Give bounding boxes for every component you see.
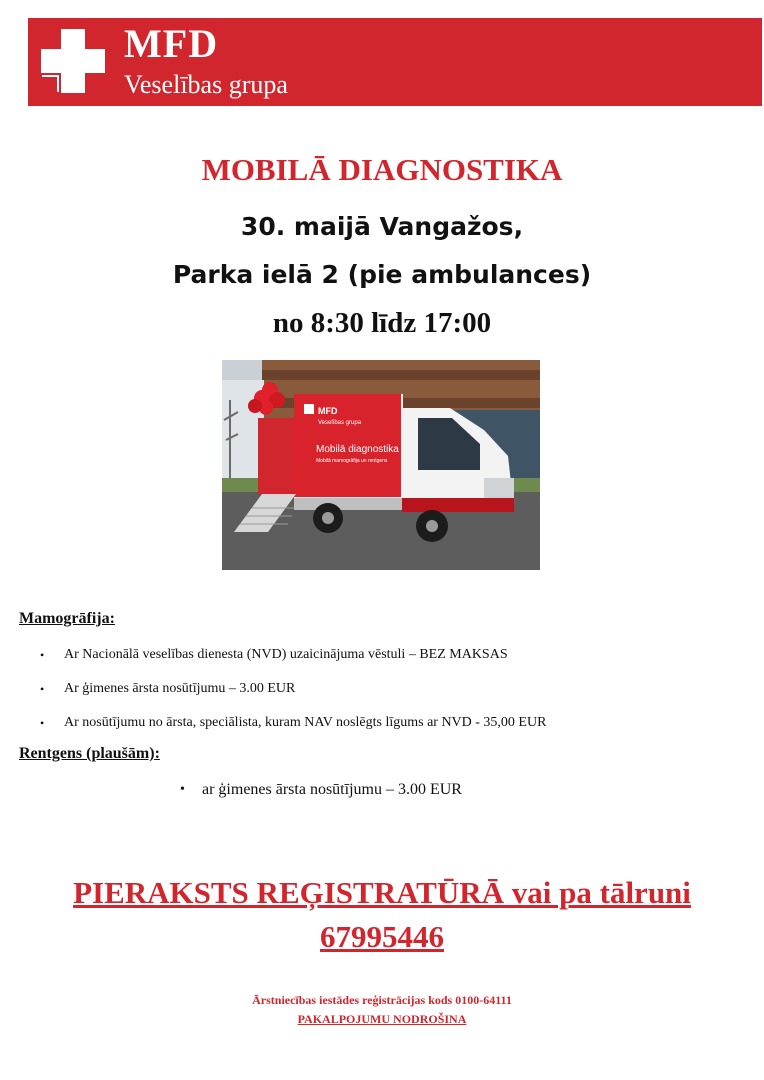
phone-number: 67995446 [320,919,444,954]
header-banner [28,18,762,106]
event-place: Parka ielā 2 (pie ambulances) [172,260,592,289]
list-item [40,714,547,732]
service-provider-label: PAKALPOJUMU NODROŠINA [297,1012,467,1026]
mobile-diagnostics-truck-photo [222,360,540,570]
event-date: 30. maijā Vangažos, [240,212,524,241]
bullet-icon: • [180,782,185,797]
registration-code: Ārstniecības iestādes reģistrācijas kods 0100-64111 [252,993,512,1007]
truck-title-text: Mobilā diagnostika [316,444,399,455]
registration-call-to-action: PIERAKSTS REĢISTRATŪRĀ vai pa tālruni [73,875,691,910]
list-item-text: Ar Nacionālā veselības dienesta (NVD) uzaicinājuma vēstuli – BEZ MAKSAS [64,647,508,662]
list-item-text: Ar nosūtījumu no ārsta, speciālista, kuram NAV noslēgts līgums ar NVD - 35,00 EUR [64,715,547,730]
truck-illustration [222,360,540,570]
bullet-icon: • [40,716,45,730]
event-time: no 8:30 līdz 17:00 [272,307,492,339]
truck-brand-sub-text: Veselības grupa [318,420,362,426]
page-title: MOBILĀ DIAGNOSTIKA [201,152,563,187]
mammography-heading: Mamogrāfija: [19,610,115,627]
brand-subtitle: Veselības grupa [124,70,288,99]
list-item-text: Ar ģimenes ārsta nosūtījumu – 3.00 EUR [64,681,296,696]
truck-tagline-text: Mobilā mamogrāfija un rentgens [316,458,388,464]
list-item [40,646,508,664]
list-item [180,780,462,800]
brand-name: MFD [124,21,219,66]
bullet-icon: • [40,648,45,662]
truck-brand-text: MFD [318,406,338,416]
xray-heading: Rentgens (plaušām): [19,745,160,762]
medical-cross-logo-icon [38,26,108,96]
list-item [40,680,296,698]
bullet-icon: • [40,682,45,696]
list-item-text: ar ģimenes ārsta nosūtījumu – 3.00 EUR [202,781,462,798]
